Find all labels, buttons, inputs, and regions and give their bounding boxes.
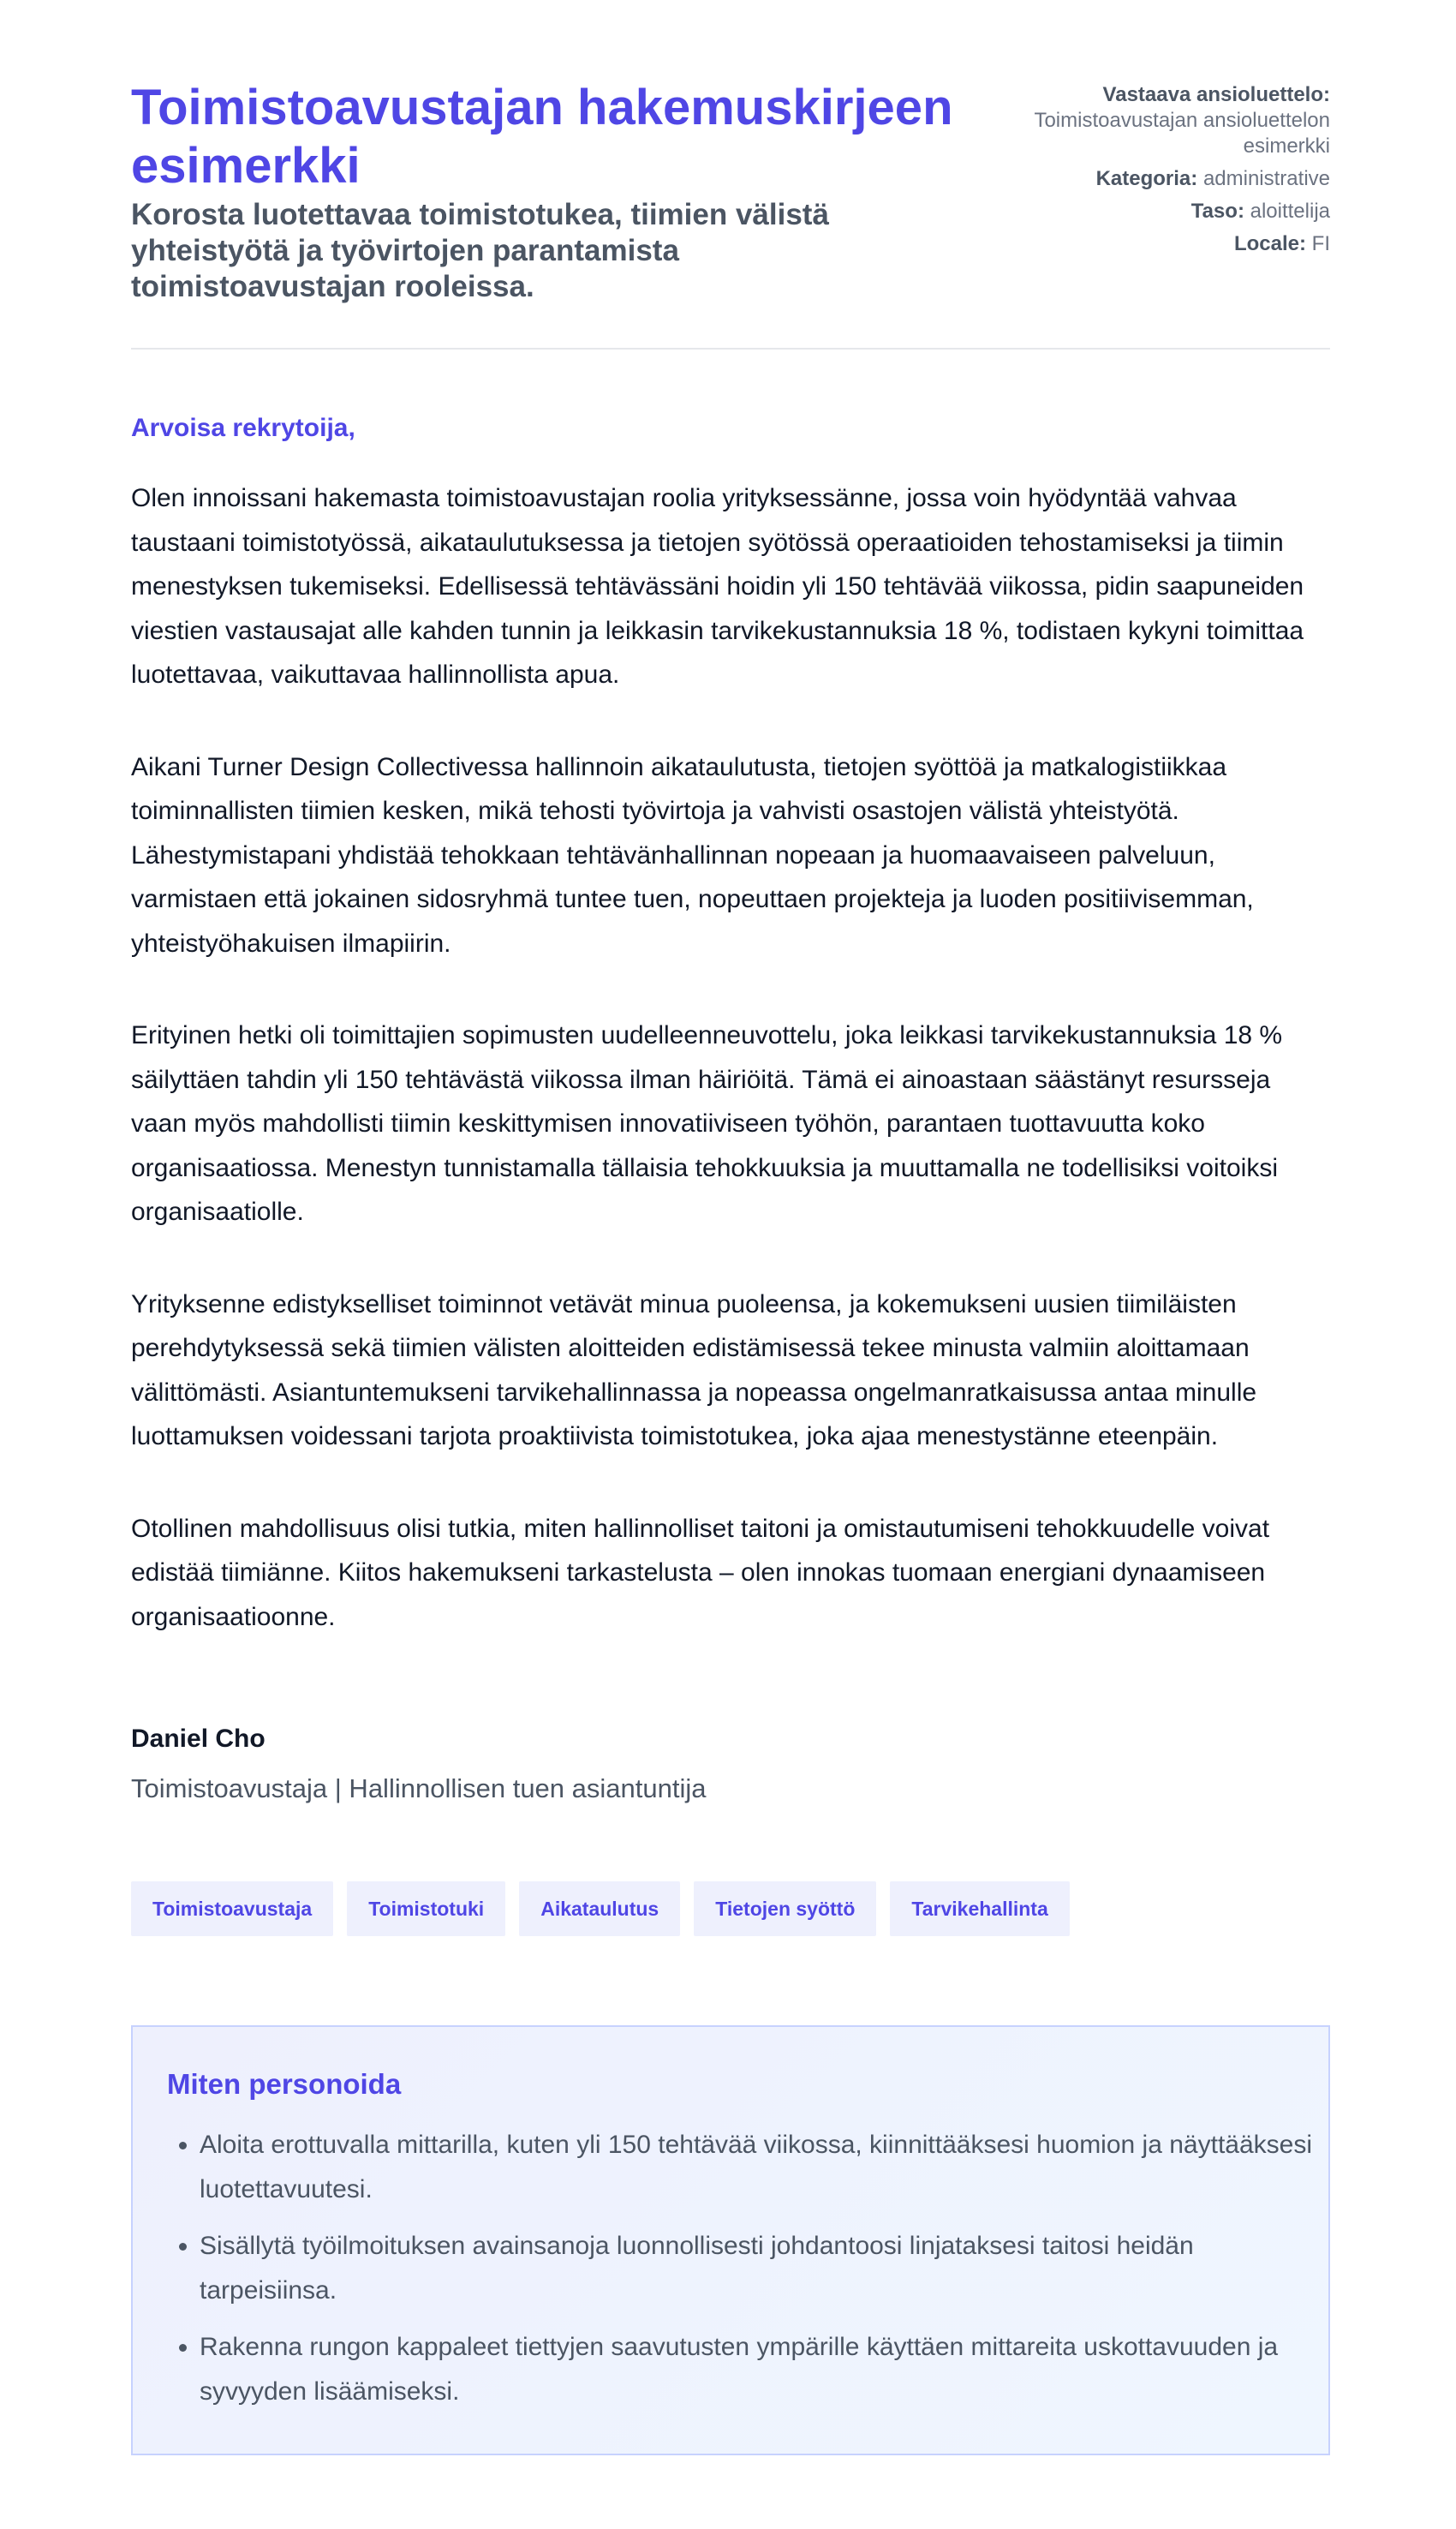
tip-item: • Rakenna rungon kappaleet tiettyjen saavutusten ympärille käyttäen mittareita uskottavuuden ja syvyyden lisäämiseksi. [200,2325,1313,2414]
meta-locale [962,231,1330,257]
tip-item: • Sisällytä työilmoituksen avainsanoja luonnollisesti johdantoosi linjataksesi taitosi heidän tarpeisiinsa. [200,2224,1313,2313]
skill-tag: Tarvikehallinta [890,1881,1069,1936]
meta-resume [962,82,1330,159]
skill-tag: Toimistotuki [347,1881,505,1936]
meta-level [962,199,1330,224]
meta-resume-link[interactable]: Toimistoavustajan ansioluettelon esimerkki [1034,109,1330,158]
meta-locale-label: Locale: [1233,232,1306,255]
letter-paragraph: Erityinen hetki oli toimittajien sopimusten uudelleenneuvottelu, joka leikkasi tarvikekustannuksia 18 % säilyttäen tahdin yli 150 tehtävästä viikossa ilman häiriöitä. Tämä ei ainoastaan säästänyt resursseja vaan myös mahdollisti tiimin keskittymisen innovatiiviseen työhön, parantaen tuottavuutta koko organisaatiossa. Menestyn tunnistamalla tällaisia tehokkuuksia ja muuttamalla ne todellisiksi voitoiksi organisaatiolle. [131,1021,1283,1226]
letter-body [131,476,1330,1687]
tips-title: Miten personoida [167,2068,402,2100]
letter-paragraph: Olen innoissani hakemasta toimistoavustajan roolia yrityksessänne, jossa voin hyödyntää vahvaa taustaani toimistotyössä, aikataulutuksessa ja tietojen syötössä operaatioiden tehostamiseksi ja tiimin menestyksen tukemiseksi. Edellisessä tehtävässäni hoidin yli 150 tehtävää viikossa, pidin saapuneiden viestien vastausajat alle kahden tunnin ja leikkasin tarvikekustannuksia 18 %, todistaen kykyni toimittaa luotettavaa, vaikuttavaa hallinnollista apua. [131,484,1304,689]
header-divider [131,348,1330,350]
meta-category-label: Kategoria: [1095,167,1198,190]
personalization-tips [131,2025,1330,2455]
letter-paragraph: Otollinen mahdollisuus olisi tutkia, miten hallinnolliset taitoni ja omistautumiseni tehokkuudelle voivat edistää tiimiänne. Kiitos hakemukseni tarkastelusta – olen innokas tuomaan energiani dynaamiseen organisaatioonne. [131,1514,1270,1631]
meta-category-value: administrative [1202,167,1330,190]
signature-name: Daniel Cho [131,1725,266,1753]
tip-item: • Aloita erottuvalla mittarilla, kuten yli 150 tehtävää viikossa, kiinnittääksesi huomion ja näyttääksesi luotettavuutesi. [200,2123,1313,2212]
meta-category [962,166,1330,192]
meta-resume-label: Vastaava ansioluettelo: [1102,83,1330,106]
meta-locale-value: FI [1311,232,1330,255]
page-title: Toimistoavustajan hakemuskirjeen esimerkki [131,80,953,194]
skill-tag: Toimistoavustaja [131,1881,333,1936]
skill-tag: Tietojen syöttö [694,1881,876,1936]
skill-tag: Aikataulutus [519,1881,680,1936]
skill-tags [131,1881,1070,1936]
meta-level-label: Taso: [1190,200,1244,223]
letter-paragraph: Yrityksenne edistykselliset toiminnot vetävät minua puoleensa, ja kokemukseni uusien tiimiläisten perehdytyksessä sekä tiimien välisten aloitteiden edistämisessä tekee minusta valmiin aloittamaan välittömästi. Asiantuntemukseni tarvikehallinnassa ja nopeassa ongelmanratkaisussa antaa minulle luottamuksen voidessani tarjota proaktiivista toimistotukea, joka ajaa menestystänne eteenpäin. [131,1289,1257,1450]
letter-greeting: Arvoisa rekrytoija, [131,414,355,442]
page-header [131,79,1330,349]
meta-level-value: aloittelija [1250,200,1330,223]
signature-role: Toimistoavustaja | Hallinnollisen tuen asiantuntija [131,1773,707,1803]
page-subtitle: Korosta luotettavaa toimistotukea, tiimien välistä yhteistyötä ja työvirtojen parantamista toimistoavustajan rooleissa. [131,198,829,303]
letter-paragraph: Aikani Turner Design Collectivessa hallinnoin aikataulutusta, tietojen syöttöä ja matkalogistiikkaa toiminnallisten tiimien kesken, mikä tehosti työvirtoja ja vahvisti osastojen välistä yhteistyötä. Lähestymistapani yhdistää tehokkaan tehtävänhallinnan nopeaan ja huomaavaiseen palveluun, varmistaen että jokainen sidosryhmä tuntee tuen, nopeuttaen projekteja ja luoden positiivisemman, yhteistyöhakuisen ilmapiirin. [131,752,1254,958]
meta-panel [962,82,1330,264]
tips-list [167,2123,1313,2426]
